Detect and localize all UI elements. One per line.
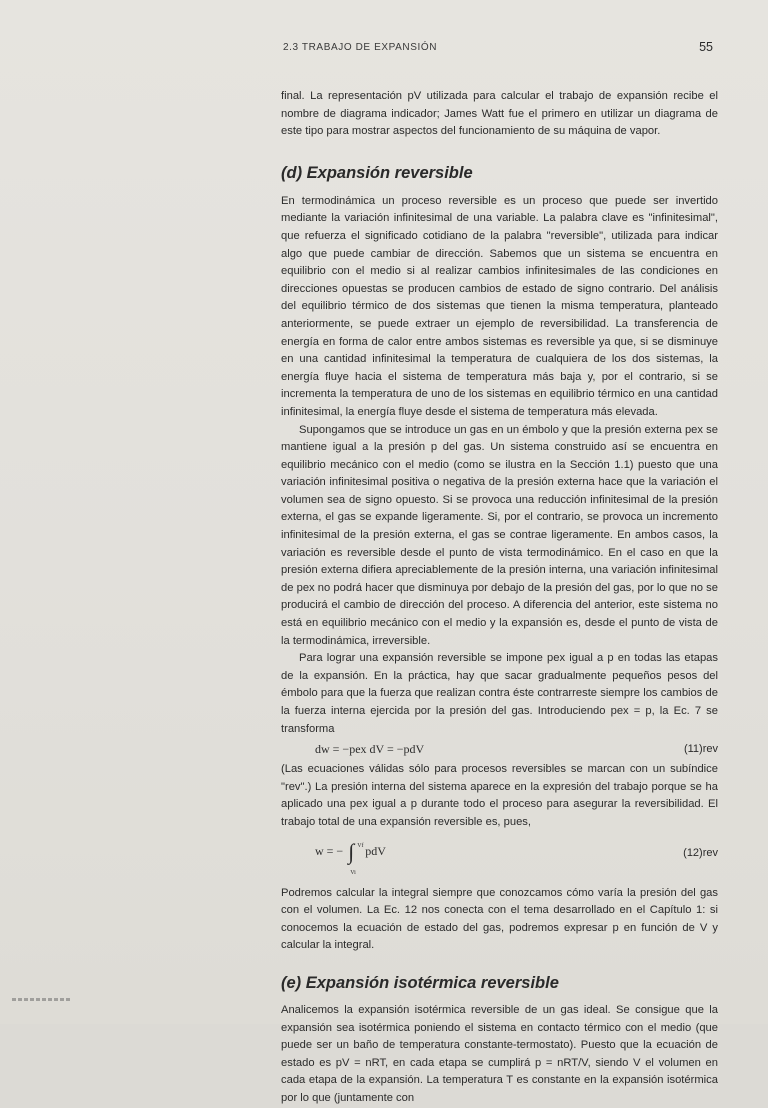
equation-12-number: (12)rev	[683, 846, 718, 859]
paragraph-intro: final. La representación pV utilizada para calcular el trabajo de expansión recibe el nombre de diagrama indicador; James Watt fue el primero en utilizar un diagrama de este tipo para mostrar aspectos del funcionamiento de su máquina de vapor.	[281, 90, 718, 138]
equation-12-expression	[315, 838, 386, 876]
running-head: 2.3 TRABAJO DE EXPANSIÓN	[283, 42, 438, 53]
section-heading-isothermal-expansion: (e) Expansión isotérmica reversible	[281, 973, 559, 992]
equation-12-integrand: pdV	[365, 843, 386, 858]
paragraph-reversible-condition: Para lograr una expansión reversible se impone pex igual a p en todas las etapas de la expansión. En la práctica, hay que sacar gradualmente pequeños pesos del émbolo para que la fuerza que realizan contra éste contrarreste siempre los cambios de la fuerza interna ejercida por la presión del gas. Introduciendo pex = p, la Ec. 7 se transforma	[281, 652, 718, 735]
equation-11	[281, 739, 718, 760]
equation-11-expression: dw = −pex dV = −pdV	[315, 742, 425, 757]
page-header	[283, 40, 713, 56]
integral-sign-icon: ∫ Vf Vi	[348, 841, 354, 863]
paragraph-reversible-definition: En termodinámica un proceso reversible es un proceso que puede ser invertido mediante la variación infinitesimal de una variable. La palabra clave es "infinitesimal", que refuerza el significado cotidiano de la palabra "reversible", utilizada para indicar algo que puede cambiar de dirección. Sabemos que un sistema se encuentra en equilibrio con el medio si al realizar cambios infinitesimales de las condiciones en direcciones opuestas se producen cambios de estado de signo contrario. Del análisis del equilibrio térmico de dos sistemas que tienen la misma temperatura, planteado anteriormente, se puede extraer un ejemplo de reversibilidad. La transferencia de energía en forma de calor entre ambos sistemas es reversible ya que, si se disminuye en una cantidad infinitesimal la temperatura de cualquiera de los dos sistemas, la energía fluye hacia el sistema de temperatura más baja y, por el contrario, si se incrementa la temperatura de uno de los sistemas en equilibrio térmico en una cantidad infinitesimal, la energía fluye desde el sistema de temperatura más elevada.	[281, 194, 718, 418]
scan-mark	[12, 998, 72, 1001]
integral-lower-limit: Vi	[350, 869, 356, 876]
body-text	[281, 88, 718, 1108]
equation-12-lhs: w = −	[315, 843, 344, 858]
paragraph-isothermal: Analicemos la expansión isotérmica reversible de un gas ideal. Se consigue que la expansión sea isotérmica poniendo el sistema en contacto térmico con el medio (que puede ser un baño de temperatura constante-termostato). Puesto que la ecuación de estado es pV = nRT, en cada etapa se cumplirá p = nRT/V, siendo V el volumen en cada etapa de la expansión. La temperatura T es constante en la expansión isotérmica por lo que (juntamente con	[281, 1003, 718, 1104]
equation-12	[281, 835, 718, 879]
page-number: 55	[699, 40, 713, 54]
paragraph-integral-note: Podremos calcular la integral siempre que conozcamos cómo varía la presión del gas con el volumen. La Ec. 12 nos conecta con el tema desarrollado en el Capítulo 1: si conocemos la ecuación de estado del gas, podremos expresar p en función de V y calcular la integral.	[281, 886, 718, 952]
section-heading-reversible-expansion: (d) Expansión reversible	[281, 163, 473, 182]
integral-upper-limit: Vf	[357, 842, 364, 849]
equation-11-number: (11)rev	[683, 743, 718, 756]
paragraph-piston-example: Supongamos que se introduce un gas en un émbolo y que la presión externa pex se mantiene igual a la presión p del gas. Un sistema construido así se encuentra en equilibrio mecánico con el medio (como se ilustra en la Sección 1.1) puesto que una variación infinitesimal positiva o negativa de la presión externa hace que la variación el volumen sea de signo opuesto. Si se provoca una reducción infinitesimal de la presión externa, el gas se expande ligeramente. Si, por el contrario, se provoca un incremento infinitesimal de la presión externa, el gas se contrae ligeramente. En ambos casos, la variación es reversible desde el punto de vista termodinámico. En el caso en que la presión externa difiera apreciablemente de la presión interna, una variación infinitesimal de pex no podrá hacer que disminuya por debajo de la presión del gas, por lo que no se producirá el cambio de dirección del proceso. A diferencia del anterior, este sistema no está en equilibrio mecánico con el medio y la expansión es, desde el punto de vista de la termodinámica, irreversible.	[281, 423, 718, 647]
paragraph-rev-subscript-note: (Las ecuaciones válidas sólo para procesos reversibles se marcan con un subíndice "rev".) La presión interna del sistema aparece en la expresión del trabajo porque se ha aplicado una pex igual a p durante todo el proceso para asegurar la reversibilidad. El trabajo total de una expansión reversible es, pues,	[281, 763, 718, 828]
